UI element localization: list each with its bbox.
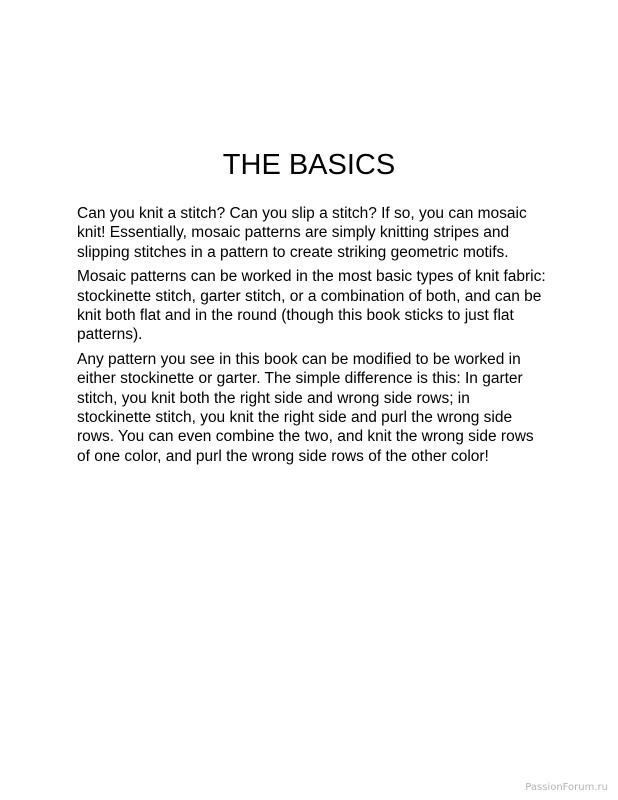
body-text: [77, 204, 547, 471]
watermark: PassionForum.ru: [525, 782, 608, 793]
paragraph-3: Any pattern you see in this book can be modified to be worked in either stockinette or garter. The simple difference is this: In garter stitch, you knit both the right side and wrong side rows; in stockinette stitch, you knit the right side and purl the wrong side rows. You can even combine the two, and knit the wrong side rows of one color, and purl the wrong side rows of the other color!: [77, 350, 534, 465]
paragraph-1: Can you knit a stitch? Can you slip a stitch? If so, you can mosaic knit! Essentially, mosaic patterns are simply knitting stripes and slipping stitches in a pattern to create striking geometric motifs.: [77, 205, 527, 261]
paragraph-2: Mosaic patterns can be worked in the most basic types of knit fabric: stockinette stitch, garter stitch, or a combination of both, and can be knit both flat and in the round (though this book sticks to just flat patterns).: [77, 268, 546, 344]
page-title: THE BASICS: [222, 149, 396, 181]
